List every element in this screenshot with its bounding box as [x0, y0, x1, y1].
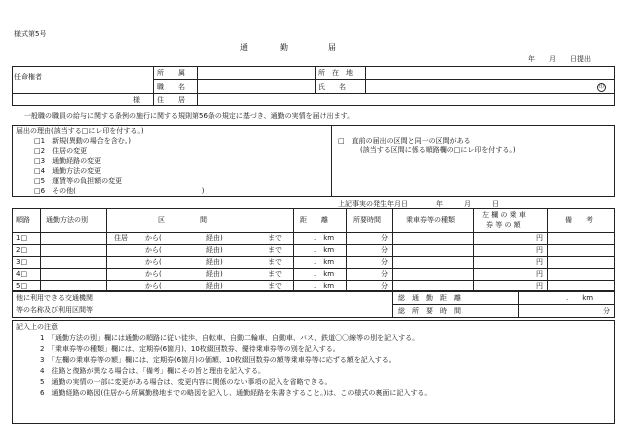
header-table [12, 66, 615, 106]
row-seq-checkbox[interactable]: 1□ [16, 234, 28, 242]
name-label: 氏 名 [318, 83, 346, 91]
row-yen: 円 [536, 234, 543, 242]
total-time-label: 総 所 要 時 間 [398, 307, 461, 315]
reason-item-new[interactable]: □1 新規(異動の場合を含む。) [34, 137, 132, 145]
fact-date: 上記事実の発生年月日 年 月 日 [338, 200, 499, 208]
row-km: . km [314, 246, 335, 254]
reason-item-other[interactable]: □6 その他( ) [34, 187, 205, 195]
col-fare-bottom: 券 等 の 額 [486, 221, 521, 229]
total-distance-label: 総 通 勤 距 離 [398, 294, 461, 302]
note-item: 2 「乗車券等の種類」欄には、定期券(6箇月)、10枚綴回数券、優待乗車券等の別を記入する。 [40, 345, 340, 353]
row-km: . km [314, 234, 335, 242]
seal-mark [597, 83, 606, 92]
total-time-value: 分 [603, 307, 610, 315]
same-section-note: (該当する区間に係る順路欄の□にレ印を付する。) [360, 146, 516, 154]
row-from: から( [145, 282, 162, 290]
row-to: まで [268, 270, 282, 278]
col-seq: 順路 [16, 216, 30, 224]
row-min: 分 [381, 246, 388, 254]
reason-item-route[interactable]: □3 通勤経路の変更 [34, 157, 102, 165]
col-remarks: 備 考 [565, 216, 593, 224]
row-yen: 円 [536, 246, 543, 254]
row-yen: 円 [536, 258, 543, 266]
row-from: から( [145, 234, 162, 242]
row-via: 経由) [206, 258, 223, 266]
row-from-prefix: 住居 [114, 234, 128, 242]
reason-heading: 届出の理由(該当する□にレ印を付する。) [16, 127, 144, 135]
notes-heading: 記入上の注意 [16, 323, 58, 331]
row-seq-checkbox[interactable]: 3□ [16, 258, 28, 266]
row-km: . km [314, 258, 335, 266]
col-distance: 距 離 [300, 216, 328, 224]
row-min: 分 [381, 270, 388, 278]
row-seq-checkbox[interactable]: 2□ [16, 246, 28, 254]
row-min: 分 [381, 282, 388, 290]
submission-date: 年 月 日提出 [528, 55, 591, 63]
row-to: まで [268, 282, 282, 290]
row-from: から( [145, 258, 162, 266]
seal-label: 印 [598, 84, 604, 90]
note-item: 4 往路と復路が異なる場合は、「備考」欄にその旨と理由を記入する。 [40, 367, 265, 375]
appointer-label: 任命権者 [14, 73, 42, 81]
row-via: 経由) [206, 246, 223, 254]
form-title: 通 勤 届 [240, 43, 336, 52]
col-section: 区 間 [158, 216, 207, 224]
reason-item-fare[interactable]: □5 運賃等の負担額の変更 [34, 177, 123, 185]
row-seq-checkbox[interactable]: 4□ [16, 270, 28, 278]
row-min: 分 [381, 258, 388, 266]
affiliation-label: 所 属 [157, 69, 185, 77]
note-item: 6 通勤経路の略図(住居から所属勤務地までの略図を記入し、通勤経路を朱書きすること。)は、この様式の裏面に記入する。 [40, 389, 432, 397]
row-via: 経由) [206, 270, 223, 278]
note-item: 1 「通勤方法の別」欄には通勤の順路に従い徒歩、自転車、自動二輪車、自動車、バス、鉄道〇〇線等の別を記入する。 [40, 334, 420, 342]
row-yen: 円 [536, 282, 543, 290]
location-label: 所 在 地 [318, 69, 353, 77]
note-item: 3 「左欄の乗車券等の額」欄には、定期券(6箇月)の価額、10枚綴回数券の額等乗車券等に応ずる額を記入する。 [40, 356, 396, 364]
row-via: 経由) [206, 282, 223, 290]
row-to: まで [268, 246, 282, 254]
honorific-label: 様 [133, 96, 140, 104]
position-label: 職 名 [157, 83, 185, 91]
row-km: . km [314, 270, 335, 278]
note-item: 5 通勤の実情の一部に変更がある場合は、変更内容に関係のない事項の記入を省略できる。 [40, 378, 332, 386]
col-ticket: 乗車券等の種類 [406, 216, 455, 224]
intro-text: 一般職の職員の給与に関する条例の施行に関する規則第56条の規定に基づき、通勤の実情を届け出ます。 [24, 112, 355, 120]
row-from: から( [145, 270, 162, 278]
row-km: . km [314, 282, 335, 290]
residence-label: 住 居 [157, 96, 185, 104]
col-time: 所要時間 [353, 216, 381, 224]
other-transport-label-1: 他に利用できる交通機関 [16, 294, 93, 302]
reason-item-residence[interactable]: □2 住居の変更 [34, 147, 88, 155]
other-transport-label-2: 等の名称及び利用区間等 [16, 306, 93, 314]
row-to: まで [268, 234, 282, 242]
col-method: 通勤方法の別 [46, 216, 88, 224]
row-yen: 円 [536, 270, 543, 278]
form-number: 様式第5号 [14, 30, 47, 38]
reason-item-method[interactable]: □4 通勤方法の変更 [34, 167, 102, 175]
same-section-checkbox[interactable]: □ 直前の届出の区間と同一の区間がある [338, 137, 471, 145]
row-via: 経由) [206, 234, 223, 242]
row-to: まで [268, 258, 282, 266]
col-fare-top: 左 欄 の 乗 車 [482, 211, 526, 219]
total-distance-value: . km [566, 294, 594, 302]
row-seq-checkbox[interactable]: 5□ [16, 282, 28, 290]
row-min: 分 [381, 234, 388, 242]
row-from: から( [145, 246, 162, 254]
